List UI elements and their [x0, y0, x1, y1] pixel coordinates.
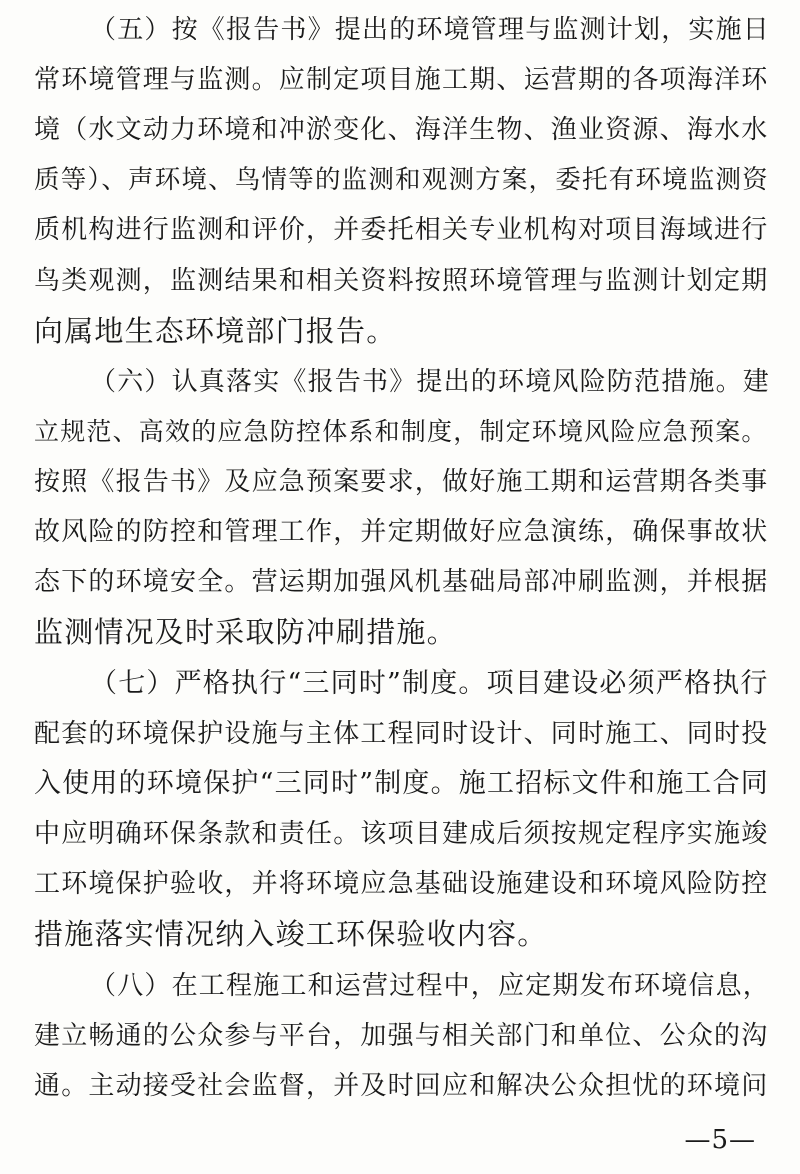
text-line: （五）按《报告书》提出的环境管理与监测计划，实施日 [90, 15, 771, 45]
text-line: （七）严格执行“三同时”制度。项目建设必须严格执行 [90, 668, 769, 699]
text-line: 配套的环境保护设施与主体工程同时设计、同时施工、同时投 [34, 719, 769, 749]
text-line: 故风险的防控和管理工作，并定期做好应急演练，确保事故状 [34, 517, 769, 547]
text-line: 工环境保护验收，并将环境应急基础设施建设和环境风险防控 [34, 869, 769, 899]
text-line: 中应明确环保条款和责任。该项目建成后须按规定程序实施竣 [34, 819, 769, 849]
text-line: 立规范、高效的应急防控体系和制度，制定环境风险应急预案。 [34, 417, 768, 446]
text-line: 质机构进行监测和评价，并委托相关专业机构对项目海域进行 [34, 215, 769, 245]
text-line: 措施落实情况纳入竣工环保验收内容。 [34, 917, 548, 951]
text-line: 建立畅通的公众参与平台，加强与相关部门和单位、公众的沟 [34, 1021, 769, 1051]
text-line: 监测情况及时采取防冲刷措施。 [34, 615, 457, 649]
text-line: 按照《报告书》及应急预案要求，做好施工期和运营期各类事 [34, 467, 769, 497]
text-line: 向属地生态环境部门报告。 [34, 314, 397, 348]
text-line: 态下的环境安全。营运期加强风机基础局部冲刷监测，并根据 [34, 567, 769, 597]
text-line: 通。主动接受社会监督，并及时回应和解决公众担忧的环境问 [34, 1071, 769, 1101]
text-line: （八）在工程施工和运营过程中，应定期发布环境信息， [90, 971, 771, 1001]
text-line: 入使用的环境保护“三同时”制度。施工招标文件和施工合同 [34, 768, 770, 799]
text-line: 鸟类观测，监测结果和相关资料按照环境管理与监测计划定期 [34, 266, 769, 296]
text-line: 质等）、声环境、鸟情等的监测和观测方案，委托有环境监测资 [34, 165, 769, 195]
text-line: （六）认真落实《报告书》提出的环境风险防范措施。建 [90, 367, 771, 397]
text-line: 常环境管理与监测。应制定项目施工期、运营期的各项海洋环 [34, 65, 769, 95]
page-number: —5— [684, 1125, 756, 1155]
text-line: 境（水文动力环境和冲淤变化、海洋生物、渔业资源、海水水 [34, 115, 769, 145]
